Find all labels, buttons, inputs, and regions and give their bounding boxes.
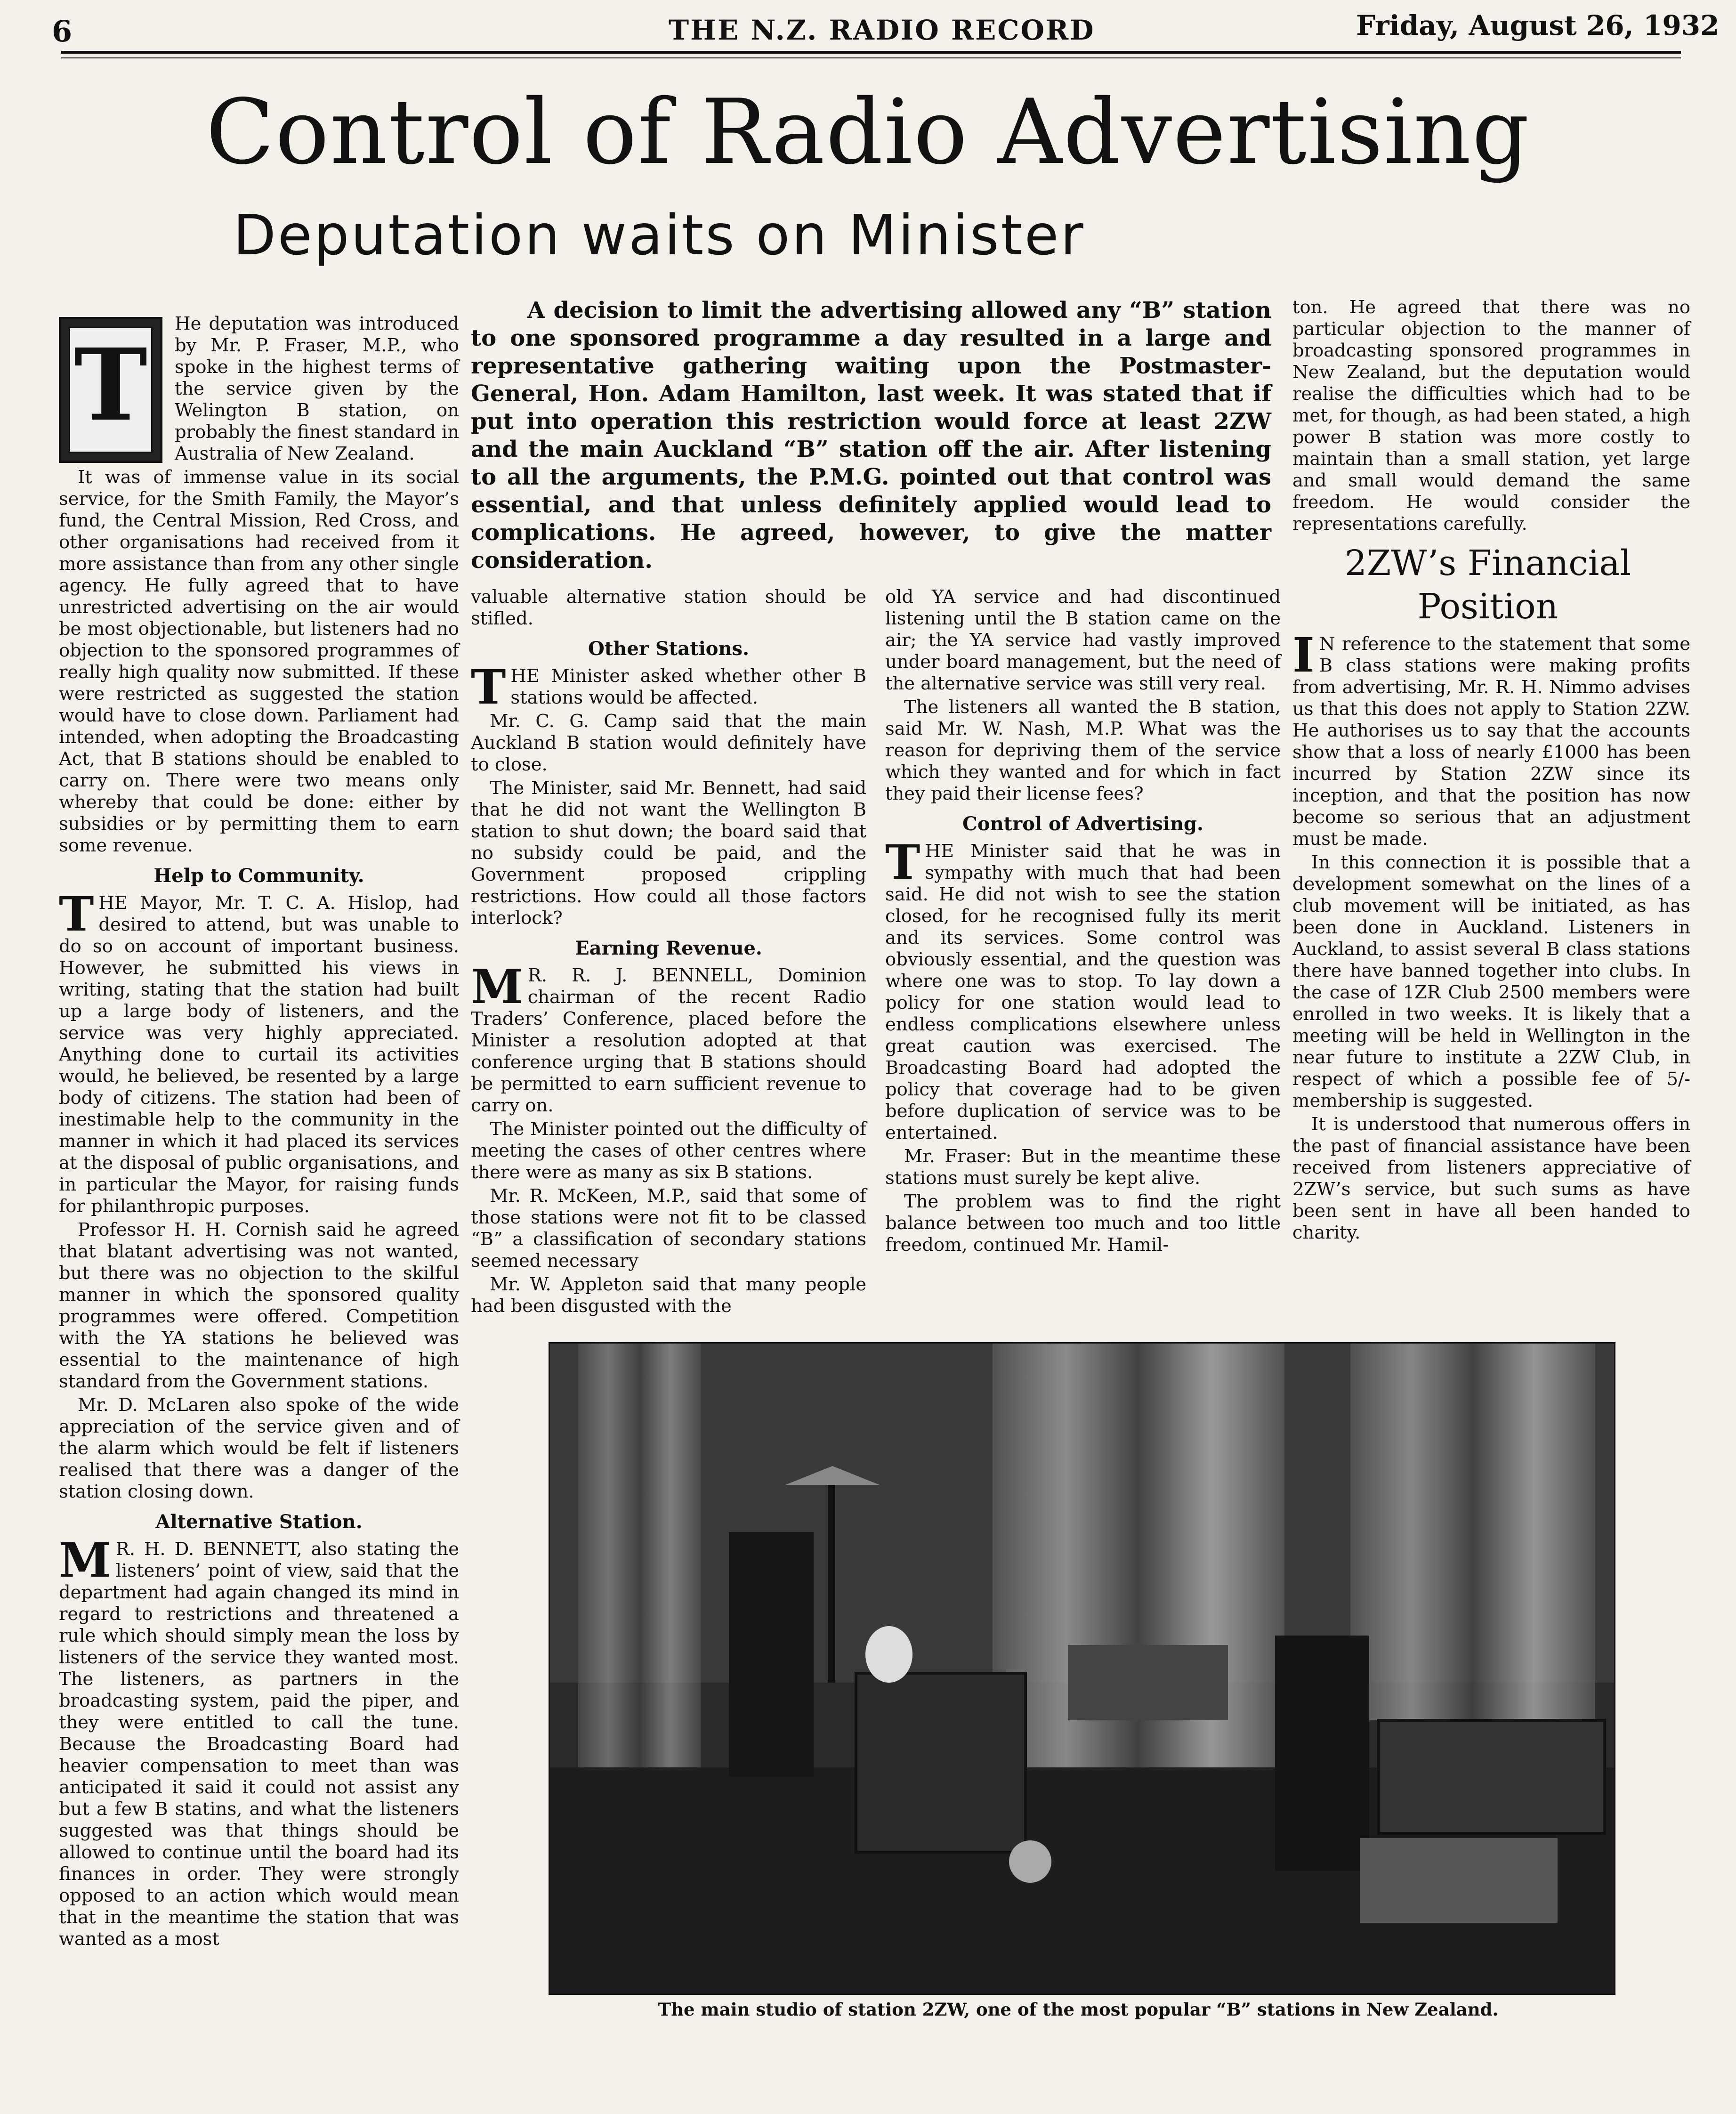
drop-cap: M (59, 1532, 111, 1588)
paragraph (471, 959, 866, 1117)
paragraph: The Minister, said Mr. Bennett, had said that he did not want the Wellington B station to shut down; the board said that no subsidy could be paid, and the Government proposed crippling restrictions. How could all those factors interlock? (471, 778, 866, 929)
column-3 (885, 586, 1281, 1258)
photo-caption: The main studio of station 2ZW, one of the most popular “B” stations in New Zealand. (658, 1999, 1499, 2020)
publication-name: THE N.Z. RADIO RECORD (669, 14, 1095, 46)
paragraph: The Minister pointed out the difficulty of meeting the cases of other centres where there were as many as six B stations. (471, 1118, 866, 1183)
header-rule-thin (61, 57, 1681, 58)
sidebar-body (1292, 627, 1690, 1246)
paragraph: The listeners all wanted the B station, said Mr. W. Nash, M.P. What was the reason for depriving them of the service which they wanted and for which in fact they paid their license fees? (885, 697, 1281, 804)
header-rule (61, 51, 1681, 54)
paragraph: ton. He agreed that there was no particular objection to the manner of broadcasting sponsored programmes in New Zealand, but the deputation would realise the difficulties which had to be met, for though, as had been stated, a high power B station was more costly to maintain than a small station, yet large and small would demand the same freedom. He would consider the representations carefully. (1292, 297, 1690, 535)
paragraph (471, 659, 866, 715)
drop-cap: M (471, 959, 523, 1014)
article-lede (471, 297, 1271, 575)
paragraph (885, 834, 1281, 1144)
paragraph-text: R. H. D. BENNETT, also stating the listeners’ point of view, said that the department had again changed its mind in regard to restrictions and threatened a rule which should simply mean the loss by listeners of the service they wanted most. The listeners, as partners in the broadcasting system, paid the piper, and they were entitled to call the tune. Because the Broadcasting Board had heavier compensation to meet than was anticipated it said it could not assist any but a few B statins, and what the listeners suggested was that things should be allowed to continue until the board had its finances in order. They were strongly opposed to an action which would mean that in the meantime the station that was wanted as a most (59, 1539, 459, 1950)
decorative-initial (59, 317, 162, 463)
subhead: Other Stations. (588, 638, 749, 660)
paragraph: Mr. R. McKeen, M.P., said that some of those stations were not fit to be classed “B” a classification of secondary stations seemed necessary (471, 1185, 866, 1272)
paragraph-text: HE Minister asked whether other B stations would be affected. (510, 665, 866, 708)
subhead: Control of Advertising. (962, 813, 1203, 835)
paragraph: Mr. Fraser: But in the meantime these stations must surely be kept alive. (885, 1146, 1281, 1189)
sidebar-title: 2ZW’s Financial Position (1344, 543, 1631, 627)
drop-cap: T (471, 659, 506, 715)
subhead: Help to Community. (153, 865, 364, 887)
studio-photo-illustration (550, 1344, 1614, 1993)
issue-date: Friday, August 26, 1932 (1356, 9, 1720, 41)
paragraph: He deputation was introduced by Mr. P. Fraser, M.P., who spoke in the highest terms of the service given by the Welington B station, on probably the finest standard in Australia of New Zealand. (175, 313, 459, 464)
paragraph-text: HE Mayor, Mr. T. C. A. Hislop, had desired to attend, but was unable to do so on account of important business. However, he submitted his views in writing, stating that the station had built up a large body of listeners, and the service was very highly appreciated. Anything done to curtail its activities would, he believed, be resented by a large body of citizens. The station had been of inestimable help to the community in the manner in which it had placed its services at the disposal of public organisations, and in particular the Mayor, for raising funds for philanthropic purposes. (59, 892, 459, 1217)
paragraph-text: HE Minister said that he was in sympathy with much that had been said. He did not wish to see the station closed, for he recognised fully its merit and its services. Some control was obviously essential, and the question was where one was to stop. To lay down a policy for one station would lead to endless complications elsewhere unless great caution was exercised. The Broadcasting Board had adopted the policy that coverage had to be given before duplication of service was to be entertained. (885, 841, 1281, 1143)
column-1 (59, 313, 459, 1952)
column-4 (1292, 297, 1690, 537)
paragraph: The problem was to find the right balance between too much and too little freedom, continued Mr. Hamil- (885, 1191, 1281, 1255)
paragraph-text: N reference to the statement that some B class stations were making profits from advertising, Mr. R. H. Nimmo advises us that this does not apply to Station 2ZW. He authorises us to say that the accounts show that a loss of nearly £1000 has been incurred by Station 2ZW since its inception, and that the position has now become so serious that an adjustment must be made. (1292, 633, 1690, 850)
paragraph: In this connection it is possible that a development somewhat on the lines of a club movement will be initiated, as has been done in Auckland. Listeners in Auckland, to assist several B class stations there have banned together into clubs. In the case of 1ZR Club 2500 members were enrolled in two weeks. It is likely that a meeting will be held in Wellington in the near future to institute a 2ZW Club, in respect of which a possible fee of 5/- membership is suggested. (1292, 852, 1690, 1111)
subhead: Earning Revenue. (575, 937, 762, 959)
article-title: Control of Radio Advertising (206, 80, 1530, 184)
paragraph-text: R. R. J. BENNELL, Dominion chairman of the recent Radio Traders’ Conference, placed before the Minister a resolution adopted at that conference urging that B stations should be permitted to earn sufficient revenue to carry on. (471, 965, 866, 1116)
paragraph: Mr. C. G. Camp said that the main Auckland B station would definitely have to close. (471, 711, 866, 775)
paragraph: It was of immense value in its social service, for the Smith Family, the Mayor’s fund, the Central Mission, Red Cross, and other organisations had received from it more assistance than from any other single agency. He fully agreed that to have unrestricted advertising on the air would be most objectionable, but listeners had no objection to the sponsored programmes of really high quality now submitted. If these were restricted as suggested the station would have to close down. Parliament had intended, when adopting the Broadcasting Act, that B stations should be enabled to carry on. There were two means only whereby that could be done: either by subsidies or by permitting them to earn some revenue. (59, 467, 459, 856)
drop-cap: T (59, 886, 94, 942)
paragraph: valuable alternative station should be stifled. (471, 586, 866, 629)
paragraph (1292, 627, 1690, 850)
page-number: 6 (52, 14, 73, 49)
subhead: Alternative Station. (155, 1511, 363, 1533)
paragraph: old YA service and had discontinued listening until the B station came on the air; the YA service had vastly improved under board management, but the need of the alternative service was still very real. (885, 586, 1281, 694)
paragraph (59, 886, 459, 1217)
initial-letter: T (73, 327, 148, 443)
studio-photo (549, 1342, 1615, 1995)
drop-cap: T (885, 834, 920, 890)
drop-cap: I (1292, 627, 1315, 683)
paragraph: It is understood that numerous offers in the past of financial assistance have been received from listeners appreciative of 2ZW’s service, but such sums as have been sent in have all been handed to charity. (1292, 1114, 1690, 1243)
lede-paragraph: A decision to limit the advertising allowed any “B” station to one sponsored programme a day resulted in a large and representative gathering waiting upon the Postmaster-General, Hon. Adam Hamilton, last week. It was stated that if put into operation this restriction would force at least 2ZW and the main Auckland “B” station off the air. After listening to all the arguments, the P.M.G. pointed out that control was essential, and that unless definitely applied would lead to complications. He agreed, however, to give the matter consideration. (471, 297, 1271, 574)
article-subtitle: Deputation waits on Minister (233, 202, 1085, 267)
paragraph: Mr. W. Appleton said that many people had been disgusted with the (471, 1274, 866, 1317)
paragraph: Mr. D. McLaren also spoke of the wide appreciation of the service given and of the alarm which would be felt if listeners realised that there was a danger of the station closing down. (59, 1394, 459, 1502)
paragraph: Professor H. H. Cornish said he agreed that blatant advertising was not wanted, but there was no objection to the skilful manner in which the sponsored quality programmes were offered. Competition with the YA stations he believed was essential to the maintenance of high standard from the Government stations. (59, 1219, 459, 1392)
column-2 (471, 586, 866, 1319)
paragraph (59, 1532, 459, 1950)
